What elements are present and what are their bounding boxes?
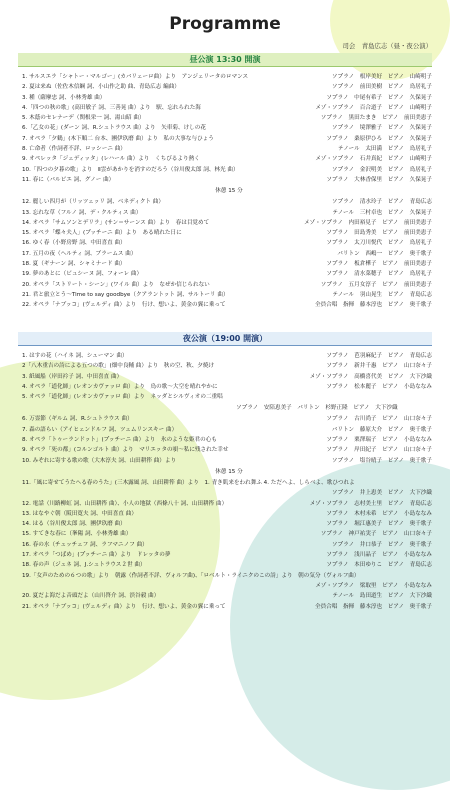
programme-item	[22, 269, 436, 279]
piece-title: 7. 森の語らい（アイヒェンドルフ 詞、ツェムリンスキー 曲）	[22, 426, 178, 433]
performers: ソプラノ 清水玲子 ピアノ 青島広志	[331, 199, 432, 206]
piece-title: 8. オペラ「トゥーランドット」(プッチーニ 曲）より 氷のような姫君の心も	[22, 437, 217, 444]
performers: テノール 羽山晃生 ピアノ 青島広志	[332, 291, 432, 298]
programme-item	[22, 208, 436, 218]
intermission-note: 休憩 15 分	[215, 468, 243, 475]
performers: テノール 島田道生 ピアノ 大下沙織	[332, 593, 432, 600]
performers: ソプラノ 清水菜穂子 ピアノ 鳥居礼子	[326, 271, 432, 278]
piece-title: 11.「風に寄せてうたへる春のうた」(三木露風 詞、山田耕筰 曲）より 1. 青き肌来をわれ舞ふ 4. ただへよ、しらべよ、歌ひつれよ	[22, 479, 355, 486]
programme-item	[22, 540, 436, 550]
piece-title: 10.「四つの夕暮の歌」より Ⅱ雲があかりを消すのだろう（谷川俊太郎 詞、林光 曲）	[22, 166, 239, 173]
piece-title: 20. オペラ「ストリート・シーン」(ワイル 曲）より なぜか信じられない	[22, 281, 210, 288]
duet-performers-text: ソプラノ 安陪恵美子 バリトン 杉野正隆 ピアノ 大下沙織	[236, 405, 398, 412]
programme-item	[22, 144, 436, 154]
piece-title: 7. オペラ「夕鶴」(木下順二 台本、團伊玖磨 曲）より 私の大事な与ひょう	[22, 135, 214, 142]
performers: ソプラノ 井上恵美 ピアノ 大下沙織	[331, 490, 432, 497]
piece-title: 2. 夏は来ぬ（佐佐木信綱 詞、小山作之助 曲、青島広志 編曲）	[22, 84, 180, 91]
performers: ソプラノ 前田美樹 ピアノ 鳥居礼子	[331, 84, 432, 91]
piece-title: 21. 君と旅立とう〜Time to say goodbye（クアラントット 詞、サルトーリ 曲）	[22, 291, 229, 298]
programme-item	[22, 280, 436, 290]
piece-title: 5. 木蔭のセレナーデ（関根栄一 詞、湯山昭 曲）	[22, 115, 145, 122]
programme-item	[22, 113, 436, 123]
piece-title: 17. 五月の夜（ヘルティ 詞、ブラームス 曲）	[22, 250, 137, 257]
programme-item	[22, 238, 436, 248]
programme-item	[22, 509, 436, 519]
piece-title: 12. 麗しい四月が（リッツェッリ 詞、ベネディクト 曲）	[22, 199, 164, 206]
programme-item	[22, 175, 436, 185]
programme-item	[22, 581, 436, 591]
piece-title: 19.「女声のための６つの歌」より 朝露（作詞者不詳、ヴォルフ曲)、「ロベルト・ライニクのこの詩」より 朝の気分（ヴォルフ曲）	[22, 572, 360, 579]
page-title: Programme	[169, 14, 281, 34]
programme-item	[22, 290, 436, 300]
piece-title: 14. オペラ「サムソンとデリラ」(サン＝サーンス 曲）より 春は目覚めて	[22, 219, 210, 226]
programme-item	[22, 300, 436, 310]
performers: ソプラノ 栗澤瑞子 ピアノ 小島ななみ	[326, 437, 432, 444]
performers: ソプラノ 太刀川悦代 ピアノ 鳥居礼子	[326, 240, 432, 247]
piece-title: 4.「四つの秋の歌」(高田敏子 詞、三善晃 曲）より 駅、忘れられた海	[22, 104, 201, 111]
performers: ソプラノ 芭羽麻紀子 ピアノ 青島広志	[326, 353, 432, 359]
piece-title: 12. 電話（川路柳虹 詞、山田耕筰 曲）、小人の地獄（西條八十 詞、山田耕筰 曲）	[22, 500, 228, 507]
performers: ソプラノ 田島秀美 ピアノ 前田美恵子	[326, 230, 432, 237]
piece-title: 8. 亡命者（作詞者不詳、ロッシーニ 曲）	[22, 146, 126, 153]
performers: ソプラノ 金沢明美 ピアノ 鳥居礼子	[331, 166, 432, 173]
host-line: 司会 青島広志（昼・夜公演）	[342, 42, 432, 50]
programme-item	[22, 519, 436, 529]
piece-title: 15. すてきな春に（峯陽 詞、小林秀雄 曲）	[22, 531, 132, 538]
performers: ソプラノ 大林香保里 ピアノ 久保晃子	[326, 176, 432, 183]
programme-item	[22, 228, 436, 238]
day-performance-heading: 昼公演 13:30 開演	[18, 53, 432, 67]
piece-title: 18. 夏（ギナーン 詞、シャミナード 曲）	[22, 261, 126, 268]
piece-title: 3. 種（薩摩忠 詞、小林秀雄 曲）	[22, 94, 106, 101]
programme-item	[22, 456, 436, 466]
performers: ソプラノ 神戸祐実子 ピアノ 山口奈々子	[320, 531, 432, 538]
programme-item	[22, 445, 436, 455]
performers: ソプラノ 桑原伊ひろ ピアノ 久保晃子	[326, 135, 432, 142]
piece-title: 14. はる（谷川俊太郎 詞、團伊玖磨 曲）	[22, 521, 126, 528]
performers: ソプラノ 松本麗子 ピアノ 小島ななみ	[326, 383, 432, 390]
piece-title: 9. オペレッタ「ジェディッタ」(レハール 曲）より くちびるより熱く	[22, 156, 200, 163]
programme-item	[22, 372, 436, 382]
programme-item	[22, 488, 436, 498]
piece-title: 5. オペラ「道化師」(レオンカヴァッロ 曲）より ネッダとシルヴィオの二重唱	[22, 394, 223, 401]
programme-item	[22, 103, 436, 113]
programme-item	[22, 425, 436, 435]
performers: ソプラノ 木村未希 ピアノ 小島ななみ	[326, 510, 432, 517]
piece-title: 6.「乙女の花」(ダーン 詞、R.シュトラウス 曲）より 矢車菊、けしの花	[22, 125, 206, 132]
performers: メゾ・ソプラノ 石井真紀 ピアノ 山崎明子	[315, 156, 432, 163]
night-performance-heading: 夜公演（19:00 開演）	[18, 332, 432, 346]
performers: テノール 太田満 ピアノ 鳥居礼子	[338, 146, 432, 153]
programme-item	[22, 361, 436, 371]
performers: メゾ・ソプラノ 内田裕見子 ピアノ 前田美恵子	[304, 219, 432, 226]
programme-item	[22, 414, 436, 424]
piece-title: 9. オペラ「死の都」(コルンゴルト 曲）より マリエッタの唄〜私に残された幸せ	[22, 447, 229, 454]
programme-item	[22, 550, 436, 560]
performers: ソプラノ 井口恭子 ピアノ 奥千歌子	[331, 541, 432, 548]
programme-item	[22, 392, 436, 402]
programme-item	[22, 560, 436, 570]
performers: ソプラノ 岸田紀子 ピアノ 山口奈々子	[326, 447, 432, 454]
piece-title: 16. 春の水（チュッチェフ 詞、ラフマニノフ 曲）	[22, 541, 148, 548]
performers: ソプラノ 塩谷晴子 ピアノ 奥千歌子	[331, 457, 432, 464]
programme-item	[22, 351, 436, 361]
piece-title: 20. 夏だよ海だよ音頭だよ（山川啓介 詞、渋谷毅 曲）	[22, 593, 160, 600]
performers: ソプラノ 本田ゆりこ ピアノ 青島広志	[326, 562, 432, 569]
programme-item	[22, 435, 436, 445]
piece-title: 15. オペラ「蝶々夫人」(プッチーニ 曲）より ある晴れた日に	[22, 230, 182, 237]
performers: ソプラノ 板倉樺子 ピアノ 前田美恵子	[326, 261, 432, 268]
piece-title: 2「八木重吉の詩による五つの歌」(畑中良輔 曲）より 秋の空、秋、夕焼け	[22, 363, 215, 370]
programme-item	[22, 72, 436, 82]
programme-item	[22, 197, 436, 207]
performers: メゾ・ソプラノ 梁取里 ピアノ 小島ななみ	[315, 582, 432, 589]
programme-item	[22, 154, 436, 164]
programme-item	[22, 529, 436, 539]
performers: ソプラノ 堀江惠美子 ピアノ 奥千歌子	[326, 521, 432, 528]
programme-item	[22, 259, 436, 269]
piece-title: 11. 春に（バルビエ 詞、グノー 曲）	[22, 176, 115, 183]
programme-item	[22, 499, 436, 509]
piece-title: 22. オペラ「ナブッコ」(ヴェルディ 曲）より 行け、想いよ、黄金の翼に乗って	[22, 302, 226, 309]
day-programme-list	[22, 72, 436, 311]
performers: ソプラノ 境澤雅子 ピアノ 久保晃子	[331, 125, 432, 132]
performers: ソプラノ 浅川晶子 ピアノ 小島ななみ	[326, 552, 432, 559]
piece-title: 6. 万霊節（ギルム 詞、R.シュトラウス 曲）	[22, 416, 133, 423]
performers: バリトン 藤原大介 ピアノ 奥千歌子	[331, 426, 432, 433]
performers: ソプラノ 中尾有希子 ピアノ 久保晃子	[326, 94, 432, 101]
programme-item	[22, 165, 436, 175]
piece-title: 4. オペラ「道化師」(レオンカヴァッロ 曲）より 鳥の歌〜大空を晴れやかに	[22, 383, 218, 390]
piece-title: 1. サルスエラ「シャトー・マルゴー」(カバリェーロ曲）より アンジェリータのロマンス	[22, 74, 249, 80]
intermission-note: 休憩 15 分	[215, 188, 243, 195]
piece-title: 13. はなやぐ朝（阪田寛夫 詞、中田喜直 曲）	[22, 510, 137, 517]
programme-item	[22, 382, 436, 392]
piece-title: 1. はすの花（ハイネ 詞、シューマン 曲）	[22, 353, 128, 359]
piece-title: 10. みぞれに寄する歌の歌（大木淳夫 詞、山田耕筰 曲）より	[22, 457, 177, 464]
performers: ソプラノ 五月女淳子 ピアノ 前田美恵子	[320, 281, 432, 288]
programme-item	[22, 602, 436, 612]
programme-item	[22, 571, 436, 581]
performers: ソプラノ 新井千惠 ピアノ 山口奈々子	[326, 363, 432, 370]
programme-item	[22, 591, 436, 601]
programme-item	[22, 93, 436, 103]
piece-title: 19. 夢のあとに（ビュシーヌ 詞、フォーレ 曲）	[22, 271, 143, 278]
performers: ソプラノ 黒田たまき ピアノ 前田美恵子	[320, 115, 432, 122]
performers: メゾ・ソプラノ 高橋喜代美 ピアノ 大下沙織	[309, 373, 432, 380]
performers: 全員合唱 指揮 藤本淳也 ピアノ 奥千歌子	[314, 302, 432, 309]
piece-title: 3. 紙風船（岸田衿子 詞、中田喜直 曲）	[22, 373, 123, 380]
performers: ソプラノ 根岸美好 ピアノ 山崎明子	[331, 74, 432, 80]
programme-item	[22, 249, 436, 259]
piece-title: 21. オペラ「ナブッコ」(ヴェルディ 曲）より 行け、想いよ、黄金の翼に乗って	[22, 603, 226, 610]
programme-item	[22, 134, 436, 144]
performers: テノール 三村卓也 ピアノ 久保晃子	[332, 209, 432, 216]
programme-item	[22, 478, 436, 488]
programme-item	[22, 123, 436, 133]
night-programme-list	[22, 351, 436, 612]
duet-performers	[22, 402, 436, 414]
programme-item	[22, 218, 436, 228]
piece-title: 18. 春の声（ジュネ 詞、J.シュトラウス２世 曲）	[22, 562, 146, 569]
piece-title: 16. ゆく春（小野房野 詞、中田喜直 曲）	[22, 240, 126, 247]
programme-item	[22, 82, 436, 92]
piece-title: 13. 忘れな草（フルノ 詞、デ・クルティス 曲）	[22, 209, 142, 216]
performers: バリトン 西嶋一 ピアノ 奥千歌子	[337, 250, 432, 257]
performers: ソプラノ 古川尚子 ピアノ 山口奈々子	[326, 416, 432, 423]
piece-title: 17. オペラ「つばめ」(プッチーニ 曲）より ドレッタの夢	[22, 552, 171, 559]
performers: 全員合唱 指揮 藤本淳也 ピアノ 奥千歌子	[314, 603, 432, 610]
performers: メゾ・ソプラノ 百合道子 ピアノ 山崎明子	[315, 104, 432, 111]
performers: メゾ・ソプラノ 志村美土里 ピアノ 青島広志	[309, 500, 432, 507]
